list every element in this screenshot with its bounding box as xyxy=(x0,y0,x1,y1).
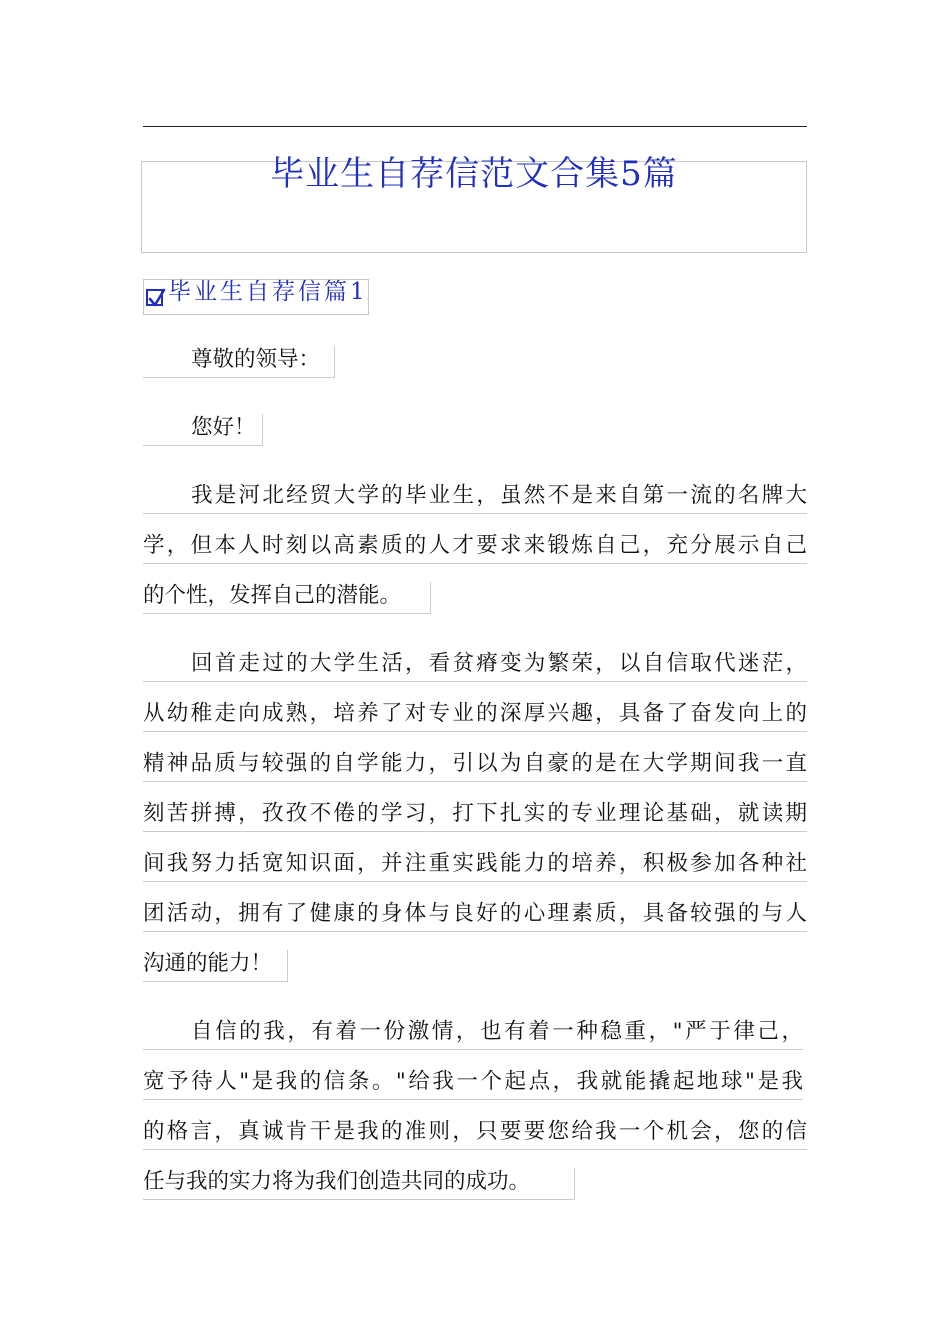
paragraph-1-line-1: 我是河北经贸大学的毕业生，虽然不是来自第一流的名牌大 xyxy=(143,482,807,514)
top-rule xyxy=(143,126,807,127)
paragraph-3-line-3: 的格言，真诚肯干是我的准则，只要要您给我一个机会，您的信 xyxy=(143,1118,807,1150)
paragraph-2-line-4: 刻苦拼搏，孜孜不倦的学习，打下扎实的专业理论基础，就读期 xyxy=(143,800,807,832)
paragraph-3-line-4: 任与我的实力将为我们创造共同的成功。 xyxy=(143,1168,575,1200)
paragraph-2-line-7: 沟通的能力！ xyxy=(143,950,288,982)
document-title: 毕业生自荐信范文合集5篇 xyxy=(270,154,678,194)
salutation: 您好！ xyxy=(143,414,263,446)
paragraph-3-line-1: 自信的我，有着一份激情，也有着一种稳重，"严于律己， xyxy=(143,1018,803,1050)
section-heading xyxy=(143,279,369,315)
paragraph-2-line-2: 从幼稚走向成熟，培养了对专业的深厚兴趣，具备了奋发向上的 xyxy=(143,700,807,732)
paragraph-2-line-3: 精神品质与较强的自学能力，引以为自豪的是在大学期间我一直 xyxy=(143,750,807,782)
paragraph-1-line-3: 的个性，发挥自己的潜能。 xyxy=(143,582,431,614)
checkbox-checked-icon xyxy=(146,289,163,306)
greeting: 尊敬的领导： xyxy=(143,346,335,378)
section-heading-text: 毕业生自荐信篇1 xyxy=(168,279,368,305)
paragraph-2-line-5: 间我努力括宽知识面，并注重实践能力的培养，积极参加各种社 xyxy=(143,850,807,882)
paragraph-2-line-1: 回首走过的大学生活，看贫瘠变为繁荣，以自信取代迷茫， xyxy=(143,650,807,682)
paragraph-1-line-2: 学，但本人时刻以高素质的人才要求来锻炼自己，充分展示自己 xyxy=(143,532,807,564)
paragraph-2-line-6: 团活动，拥有了健康的身体与良好的心理素质，具备较强的与人 xyxy=(143,900,807,932)
paragraph-3-line-2: 宽予待人"是我的信条。"给我一个起点，我就能撬起地球"是我 xyxy=(143,1068,803,1100)
